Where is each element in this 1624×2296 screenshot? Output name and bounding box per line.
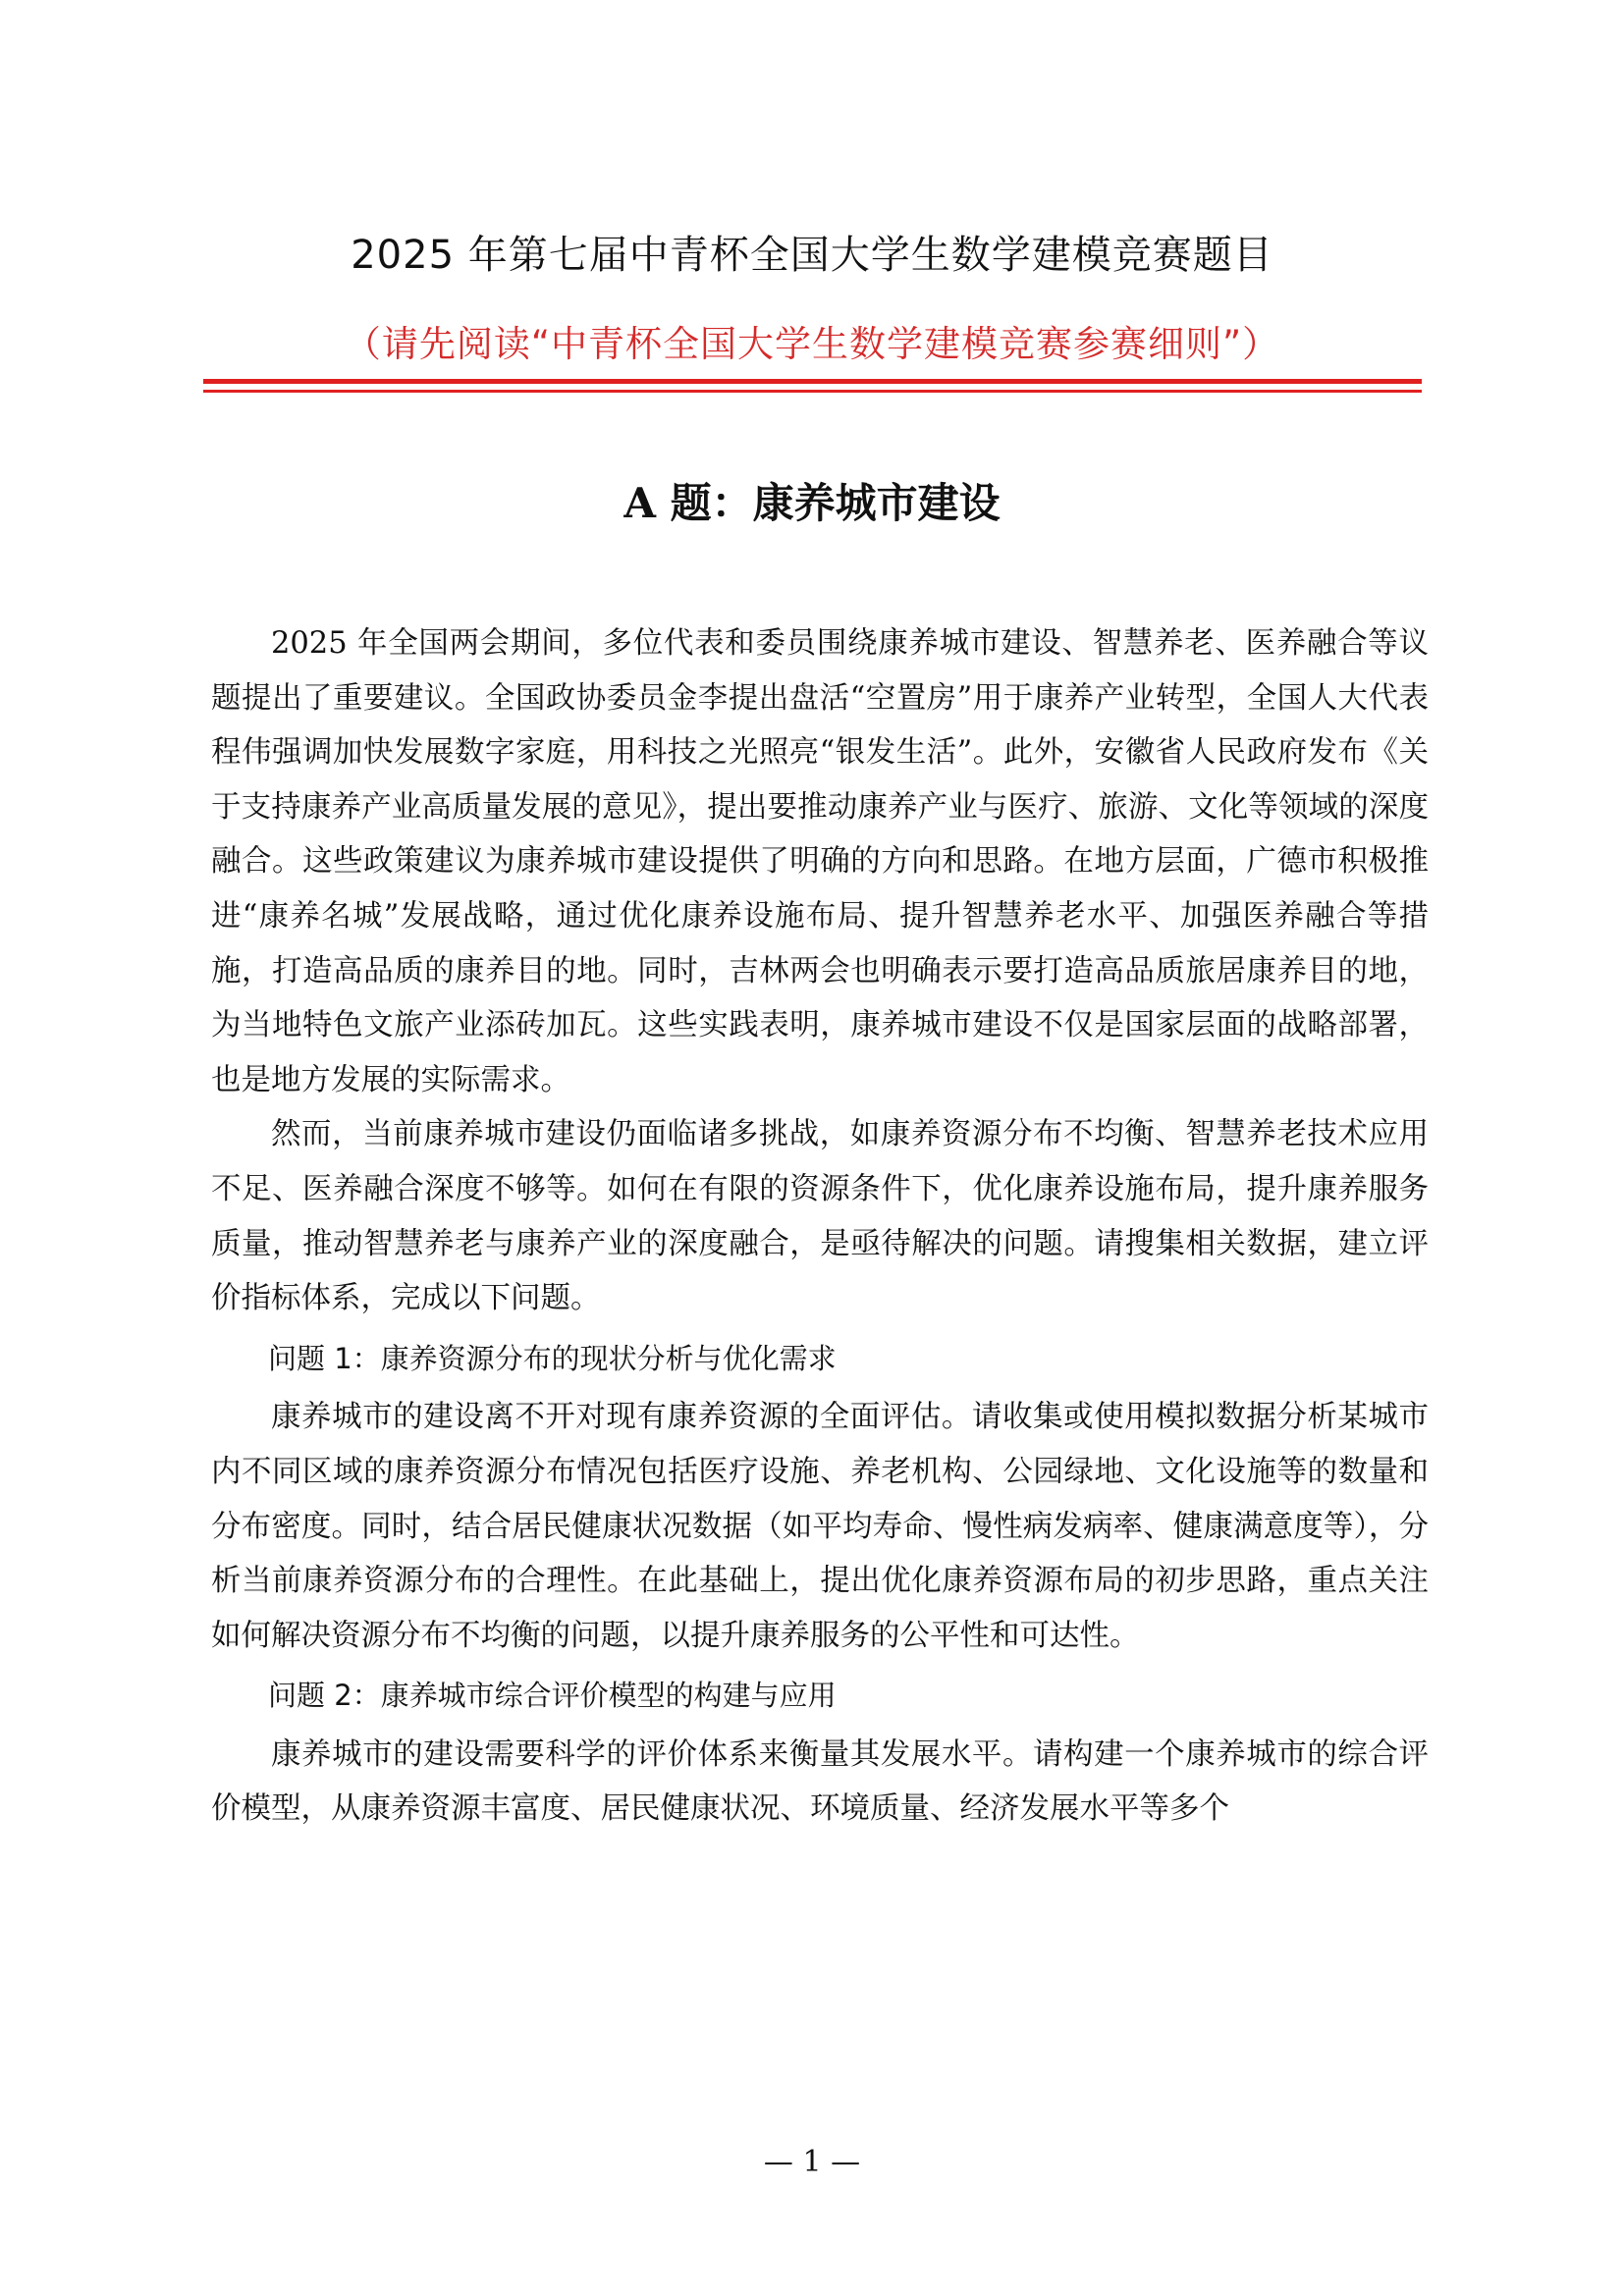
problem-body — [211, 616, 1429, 1837]
question-1-heading: 问题 1：康养资源分布的现状分析与优化需求 — [268, 1341, 837, 1375]
intro-paragraph: 2025 年全国两会期间，多位代表和委员围绕康养城市建设、智慧养老、医养融合等议题提出了重要建议。全国政协委员金李提出盘活“空置房”用于康养产业转型，全国人大代表程伟强调加快发展数字家庭，用科技之光照亮“银发生活”。此外，安徽省人民政府发布《关于支持康养产业高质量发展的意见》，提出要推动康养产业与医疗、旅游、文化等领域的深度融合。这些政策建议为康养城市建设提供了明确的方向和思路。在地方层面，广德市积极推进“康养名城”发展战略，通过优化康养设施布局、提升智慧养老水平、加强医养融合等措施，打造高品质的康养目的地。同时，吉林两会也明确表示要打造高品质旅居康养目的地，为当地特色文旅产业添砖加瓦。这些实践表明，康养城市建设不仅是国家层面的战略部署，也是地方发展的实际需求。 — [211, 626, 1429, 1097]
challenge-paragraph: 然而，当前康养城市建设仍面临诸多挑战，如康养资源分布不均衡、智慧养老技术应用不足、医养融合深度不够等。如何在有限的资源条件下，优化康养设施布局，提升康养服务质量，推动智慧养老与康养产业的深度融合，是亟待解决的问题。请搜集相关数据，建立评价指标体系，完成以下问题。 — [211, 1117, 1429, 1316]
question-1-text: 康养城市的建设离不开对现有康养资源的全面评估。请收集或使用模拟数据分析某城市内不同区域的康养资源分布情况包括医疗设施、养老机构、公园绿地、文化设施等的数量和分布密度。同时，结合居民健康状况数据（如平均寿命、慢性病发病率、健康满意度等），分析当前康养资源分布的合理性。在此基础上，提出优化康养资源布局的初步思路，重点关注如何解决资源分布不均衡的问题，以提升康养服务的公平性和可达性。 — [211, 1400, 1429, 1653]
question-2-heading: 问题 2：康养城市综合评价模型的构建与应用 — [268, 1679, 837, 1713]
problem-title: A 题：康养城市建设 — [623, 479, 1001, 527]
competition-title: 2025 年第七届中青杯全国大学生数学建模竞赛题目 — [351, 233, 1273, 278]
header-divider-thick — [203, 379, 1422, 384]
competition-subtitle: （请先阅读“中青杯全国大学生数学建模竞赛参赛细则”） — [344, 323, 1280, 365]
question-2-text: 康养城市的建设需要科学的评价体系来衡量其发展水平。请构建一个康养城市的综合评价模型，从康养资源丰富度、居民健康状况、环境质量、经济发展水平等多个 — [211, 1736, 1429, 1827]
header-divider-thin — [203, 390, 1422, 393]
page-number: — 1 — — [763, 2145, 861, 2179]
